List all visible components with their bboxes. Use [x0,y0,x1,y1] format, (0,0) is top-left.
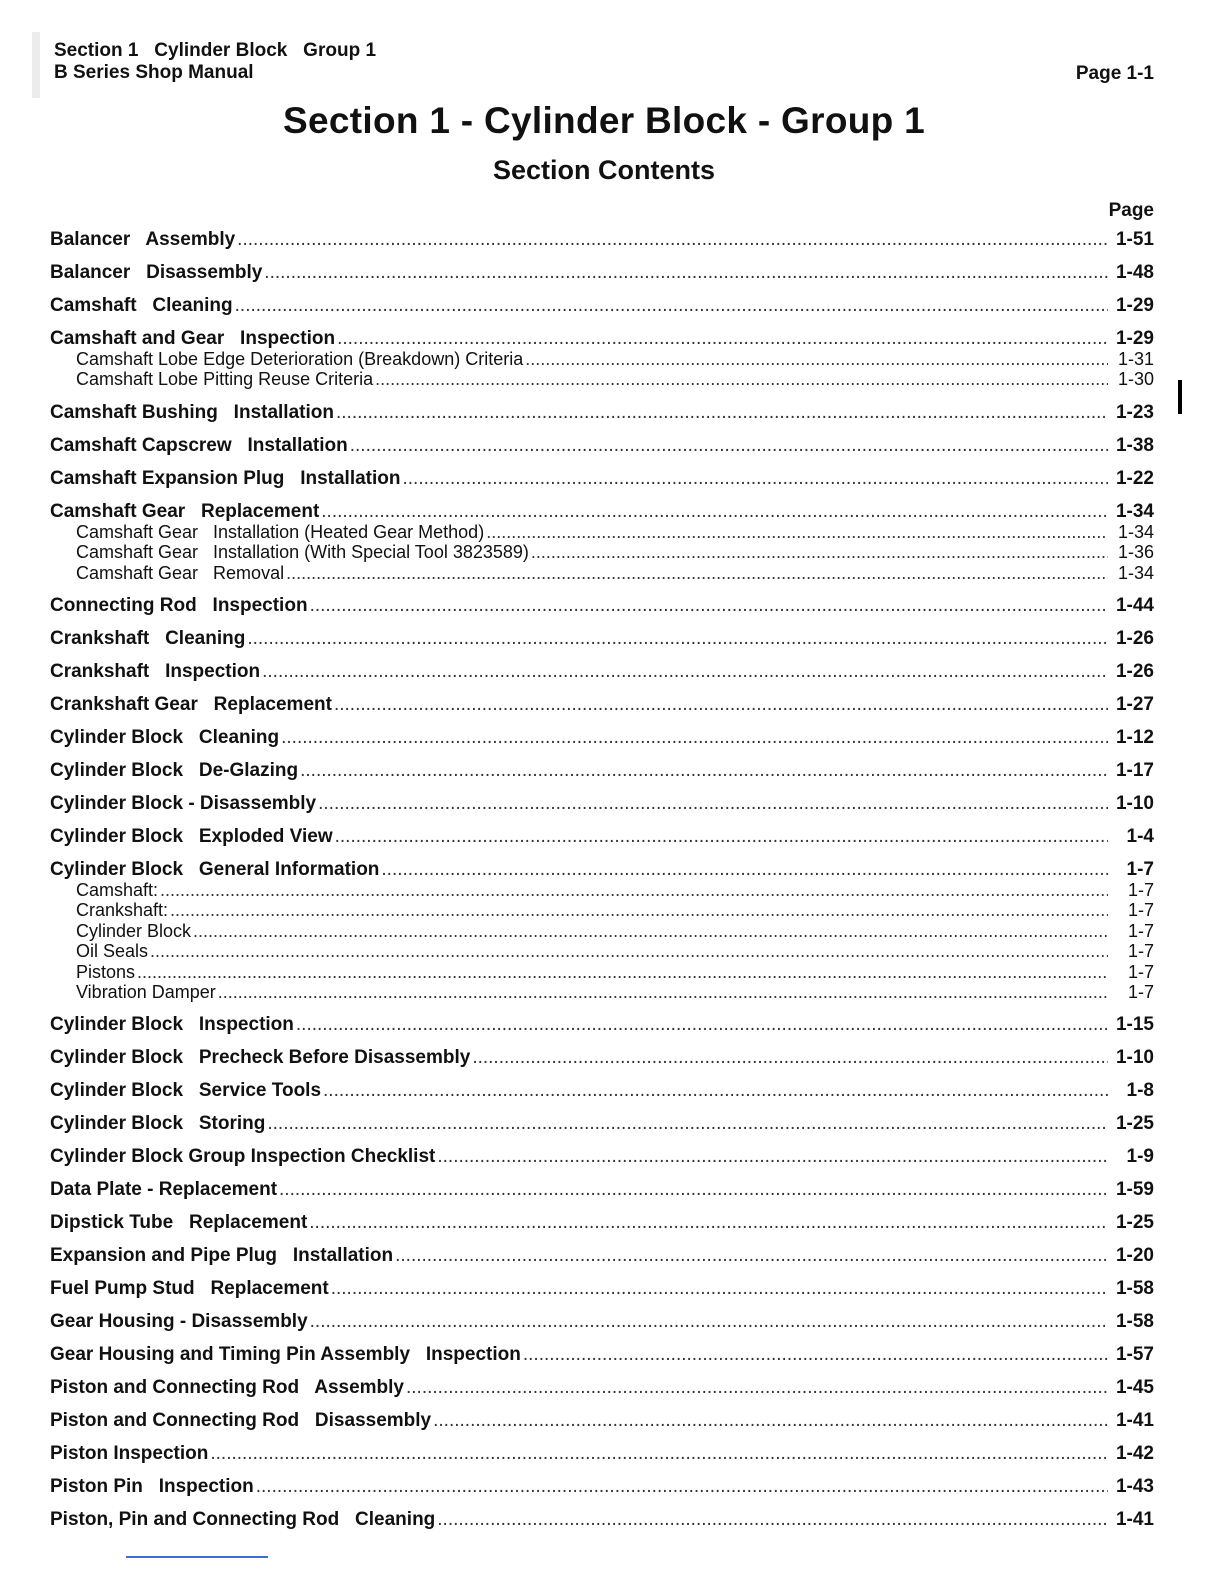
toc-entry-row[interactable] [50,760,1154,781]
toc-entry-row[interactable] [50,1047,1154,1068]
dot-leader [486,522,1108,542]
dot-leader [256,1476,1108,1497]
page-title: Section 1 - Cylinder Block - Group 1 [283,100,925,141]
toc-entry-row[interactable] [50,1113,1154,1134]
toc-entry-label: Cylinder Block Cleaning [50,727,280,749]
header-manual-line: B Series Shop Manual [54,62,254,83]
toc-entry-label: Camshaft and Gear Inspection [50,328,336,349]
dot-leader [281,727,1108,748]
toc-entry-row[interactable] [50,1509,1154,1530]
toc-entry-page: 1-29 [1115,328,1154,349]
toc-subentry-label: Crankshaft: [76,900,169,921]
toc-entry-label: Gear Housing and Timing Pin Assembly Inspection [50,1344,521,1366]
toc-subentry-page: 1-31 [1117,349,1154,369]
toc-entry [50,595,1154,616]
toc-entry-row[interactable] [50,1476,1154,1497]
toc-entry [50,1146,1154,1167]
toc-subentry-label: Vibration Damper [76,982,216,1003]
dot-leader [235,295,1108,316]
toc-subentry-row[interactable] [50,982,1154,1002]
toc-entry-page: 1-43 [1115,1476,1154,1498]
dot-leader [525,349,1108,369]
toc-subentry-page: 1-7 [1127,880,1154,901]
dot-leader [336,402,1108,423]
dot-leader [331,1278,1108,1299]
toc-entry-row[interactable] [50,1410,1154,1431]
toc-entry-page: 1-10 [1115,793,1154,815]
toc-entry [50,1080,1154,1101]
toc-entry-label: Balancer Assembly [50,229,236,250]
toc-entry-label: Gear Housing - Disassembly [50,1311,308,1333]
change-bar [1178,380,1182,414]
dot-leader [334,694,1108,715]
dot-leader [472,1047,1108,1068]
toc-entry-page: 1-25 [1115,1212,1154,1234]
toc-entry-row[interactable] [50,328,1154,349]
toc-entry [50,1245,1154,1266]
toc-subentry-page: 1-7 [1127,920,1154,941]
toc-entry-page: 1-26 [1115,661,1154,683]
toc-entry-label: Crankshaft Inspection [50,661,261,683]
toc-entry-label: Piston, Pin and Connecting Rod Cleaning [50,1509,436,1531]
dot-leader [310,595,1108,616]
toc-entry-page: 1-12 [1115,727,1154,749]
toc-subentry-label: Oil Seals [76,941,149,962]
dot-leader [267,1113,1108,1134]
toc-entry [50,1443,1154,1464]
toc-entry-label: Piston and Connecting Rod Assembly [50,1377,404,1399]
toc-entry-label: Cylinder Block Inspection [50,1014,294,1036]
dot-leader [286,563,1108,583]
toc-entry [50,295,1154,316]
toc-entry-row[interactable] [50,295,1154,316]
toc-subentry-page: 1-34 [1117,521,1154,542]
toc-subentry-label: Camshaft Gear Installation (With Special Tool 3823589) [76,542,529,563]
toc-subentry-row[interactable] [50,900,1154,920]
toc-subentry-label: Camshaft Gear Installation (Heated Gear Method) [76,521,485,542]
toc-entry [50,793,1154,814]
toc-entry [50,402,1154,423]
toc-entry [50,1509,1154,1530]
dot-leader [375,369,1108,389]
dot-leader [309,1212,1108,1233]
toc-entry-label: Cylinder Block Exploded View [50,826,333,848]
toc-entry [50,1344,1154,1365]
toc-subentry-row[interactable] [50,962,1154,982]
toc-entry-row[interactable] [50,468,1154,489]
dot-leader [150,941,1108,961]
dot-leader [170,900,1108,920]
toc-entry-page: 1-22 [1115,467,1154,489]
toc-subentry-row[interactable] [50,349,1154,369]
toc-entry-row[interactable] [50,1014,1154,1035]
toc-entry-page: 1-58 [1115,1311,1154,1333]
dot-leader [395,1245,1108,1266]
toc-entry-row[interactable] [50,793,1154,814]
toc-entry-label: Cylinder Block De-Glazing [50,760,299,782]
dot-leader [337,328,1108,349]
toc-subentry-page: 1-7 [1127,941,1154,962]
toc-entry-page: 1-51 [1115,229,1154,250]
dot-leader [381,859,1108,880]
toc-entry-page: 1-45 [1115,1377,1154,1399]
dot-leader [350,435,1108,456]
dot-leader [262,661,1108,682]
toc-entry-row[interactable] [50,435,1154,456]
toc-subentry-page: 1-7 [1127,961,1154,982]
toc-subentry-row[interactable] [50,941,1154,961]
toc-subentry-label: Camshaft Gear Removal [76,562,285,583]
dot-leader [279,1179,1108,1200]
dot-leader [323,1080,1108,1101]
toc-entry-page: 1-41 [1115,1509,1154,1531]
toc-entry-label: Dipstick Tube Replacement [50,1212,308,1234]
footer-rule [126,1556,268,1558]
toc-entry-row[interactable] [50,595,1154,616]
toc-entry-label: Cylinder Block - Disassembly [50,793,317,815]
toc-entry [50,1278,1154,1299]
toc-subentry-label: Pistons [76,961,136,982]
toc-entry-row[interactable] [50,1344,1154,1365]
dot-leader [433,1410,1108,1431]
toc-entry-page: 1-42 [1115,1443,1154,1465]
toc-entry-label: Crankshaft Cleaning [50,628,246,650]
toc-subentry-row[interactable] [50,563,1154,583]
toc-entry [50,859,1154,1002]
dot-leader [437,1509,1108,1530]
toc-entry [50,501,1154,583]
toc-entry-label: Balancer Disassembly [50,262,263,283]
dot-leader [335,826,1108,847]
toc-entry-label: Camshaft Expansion Plug Installation [50,467,401,489]
toc-entry-label: Expansion and Pipe Plug Installation [50,1245,394,1267]
toc-subentry-row[interactable] [50,542,1154,562]
toc-entry [50,760,1154,781]
toc-entry [50,826,1154,847]
scan-margin-mark [32,32,40,98]
dot-leader [406,1377,1108,1398]
toc-entry-row[interactable] [50,1377,1154,1398]
toc-entry [50,727,1154,748]
dot-leader [264,262,1108,283]
toc-entry [50,1476,1154,1497]
toc-entry-label: Cylinder Block Service Tools [50,1080,322,1102]
toc-subentry-row[interactable] [50,369,1154,389]
toc-entry-page: 1-44 [1115,595,1154,617]
toc-entry-label: Camshaft Capscrew Installation [50,434,348,456]
toc-entry-row[interactable] [50,501,1154,522]
toc-entry-page: 1-58 [1115,1278,1154,1300]
toc-entry-page: 1-17 [1115,760,1154,782]
toc-entry-label: Piston Pin Inspection [50,1476,254,1498]
toc-entry-row[interactable] [50,694,1154,715]
dot-leader [437,1146,1108,1167]
toc-entry-label: Cylinder Block Precheck Before Disassembly [50,1047,471,1069]
dot-leader [403,468,1109,489]
toc-entry-row[interactable] [50,262,1154,283]
dot-leader [318,793,1108,814]
toc-entry [50,328,1154,390]
toc-entry-label: Crankshaft Gear Replacement [50,694,332,716]
toc-entry [50,628,1154,649]
toc-entry-page: 1-25 [1115,1113,1154,1135]
toc-entry-label: Camshaft Cleaning [50,295,233,316]
toc-entry-row[interactable] [50,1179,1154,1200]
toc-entry-row[interactable] [50,1212,1154,1233]
toc-entry-row[interactable] [50,1146,1154,1167]
toc-entry-page: 1-23 [1115,401,1154,423]
toc-entry-row[interactable] [50,661,1154,682]
dot-leader [193,921,1108,941]
toc-entry-page: 1-9 [1126,1146,1154,1168]
toc-entry-row[interactable] [50,1443,1154,1464]
dot-leader [210,1443,1108,1464]
dot-leader [296,1014,1108,1035]
toc-entry-label: Piston Inspection [50,1443,209,1465]
toc-entry-row[interactable] [50,229,1154,250]
toc-subentry-label: Camshaft: [76,880,159,901]
toc-entry-page: 1-15 [1115,1014,1154,1036]
toc-entry [50,229,1154,250]
header-page-number: Page 1-1 [1075,63,1154,84]
toc-entry [50,1212,1154,1233]
toc-subentry-label: Cylinder Block [76,920,192,941]
dot-leader [523,1344,1108,1365]
toc-entry-row[interactable] [50,727,1154,748]
toc-entry-page: 1-29 [1115,295,1154,316]
toc-entry-row[interactable] [50,826,1154,847]
dot-leader [237,229,1108,250]
toc-entry-page: 1-7 [1126,859,1154,881]
toc-entry-row[interactable] [50,859,1154,880]
toc-entry [50,435,1154,456]
toc-entry-row[interactable] [50,1278,1154,1299]
toc-entry-page: 1-8 [1126,1080,1154,1102]
toc-subentry-label: Camshaft Lobe Edge Deterioration (Breakdown) Criteria [76,349,524,369]
toc-entry-label: Cylinder Block Group Inspection Checklist [50,1146,436,1168]
toc-entry-label: Camshaft Bushing Installation [50,401,334,423]
toc-entry [50,1014,1154,1035]
toc-entry-page: 1-20 [1115,1245,1154,1267]
toc-entry-page: 1-41 [1115,1410,1154,1432]
dot-leader [247,628,1108,649]
toc-entry-label: Piston and Connecting Rod Disassembly [50,1410,432,1432]
toc-subentry-row[interactable] [50,921,1154,941]
dot-leader [310,1311,1108,1332]
toc-subentry-label: Camshaft Lobe Pitting Reuse Criteria [76,369,374,390]
toc-subentry-page: 1-36 [1117,542,1154,563]
toc-entry-page: 1-59 [1115,1179,1154,1201]
toc-subentry-page: 1-7 [1127,982,1154,1003]
dot-leader [218,982,1108,1002]
toc-entry [50,661,1154,682]
dot-leader [531,542,1108,562]
toc-subentry-page: 1-30 [1117,369,1154,390]
toc-entry [50,1410,1154,1431]
dot-leader [300,760,1108,781]
toc-entry-label: Cylinder Block General Information [50,859,380,881]
toc-entry-page: 1-48 [1115,262,1154,283]
toc-entry-row[interactable] [50,1311,1154,1332]
dot-leader [137,962,1108,982]
toc-entry [50,1179,1154,1200]
toc-entry [50,1377,1154,1398]
toc-subentry-row[interactable] [50,880,1154,900]
header-section-line: Section 1 Cylinder Block Group 1 [54,40,377,61]
toc-entry [50,1311,1154,1332]
toc-subentry-page: 1-34 [1117,562,1154,583]
toc-entry-page: 1-34 [1115,500,1154,522]
page-column-label: Page [1108,200,1154,221]
toc-entry-label: Data Plate - Replacement [50,1179,278,1201]
toc-entry-label: Fuel Pump Stud Replacement [50,1278,329,1300]
toc-entry [50,1047,1154,1068]
dot-leader [160,880,1108,900]
running-header [54,40,376,84]
toc-entry-page: 1-10 [1115,1047,1154,1069]
toc-entry-row[interactable] [50,402,1154,423]
toc-subentry-page: 1-7 [1127,900,1154,921]
toc-entry [50,262,1154,283]
toc-entry-page: 1-27 [1115,694,1154,716]
toc-entry-label: Camshaft Gear Replacement [50,500,320,522]
table-of-contents [50,229,1154,1542]
toc-entry-page: 1-57 [1115,1344,1154,1366]
toc-entry-row[interactable] [50,1245,1154,1266]
toc-entry [50,468,1154,489]
toc-entry [50,1113,1154,1134]
toc-entry-page: 1-26 [1115,628,1154,650]
toc-subentry-row[interactable] [50,522,1154,542]
toc-entry-row[interactable] [50,628,1154,649]
toc-entry [50,694,1154,715]
toc-entry-row[interactable] [50,1080,1154,1101]
toc-entry-label: Cylinder Block Storing [50,1113,266,1135]
toc-entry-label: Connecting Rod Inspection [50,595,308,617]
toc-entry-page: 1-38 [1115,434,1154,456]
dot-leader [321,501,1108,522]
toc-entry-page: 1-4 [1126,826,1154,848]
page-subtitle: Section Contents [492,155,715,185]
